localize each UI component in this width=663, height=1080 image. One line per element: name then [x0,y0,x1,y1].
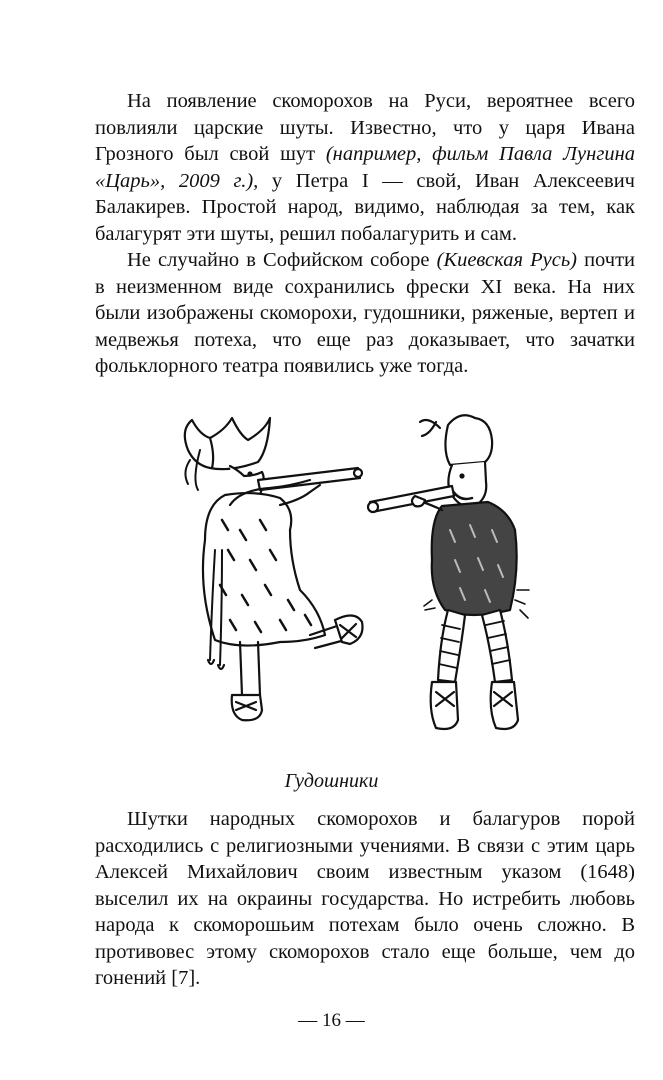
paragraph-2-text: Не случайно в Софийском соборе [127,249,437,271]
figure-caption: Гудошники [284,770,379,792]
paragraph-2-text-end: почти в неизменном виде сохранились фрески XI века. На них были изображены скоморохи, гудошники, ряженые, вертеп и медвежья потеха, что еще раз доказывает, что зачатки фольклорного театра появились уже тогда. [95,249,636,377]
paragraph-1-text: На появление скоморохов на Руси, вероятнее всего повлияли царские шуты. Известно, что у царя Ивана Грозного был свой шут [95,90,635,165]
text-block-bottom [95,806,635,992]
page-number: — 16 — [298,1010,365,1031]
left-musician-figure [185,418,363,720]
paragraph-1-text-end: у Петра I — свой, Иван Алексеевич Балакирев. Простой народ, видимо, наблюдая за тем, как балагурят эти шуты, решил побалагурить и сам. [95,169,635,245]
paragraph-3: Шутки народных скоморохов и балагуров порой расходились с религиозными учениями. В связи с этим царь Алексей Михайлович своим известным указом (1648) выселил их на окраины государства. Но истребить любовь народа к скоморошьим потехам было очень сложно. В противовес этому скоморохов стало еще больше, чем до гонений [7]. [95,808,635,989]
paragraph-1-italic-text: (например, фильм Павла Лунгина «Царь», 2009 г.), [95,143,635,192]
paragraph-2 [95,247,635,380]
paragraph-2-italic-text: (Киевская Русь) [436,249,577,271]
right-musician-figure [368,415,529,729]
skomorokhi-musicians-illustration [170,410,550,765]
text-block-top [95,88,635,380]
paragraph-1 [95,88,635,247]
